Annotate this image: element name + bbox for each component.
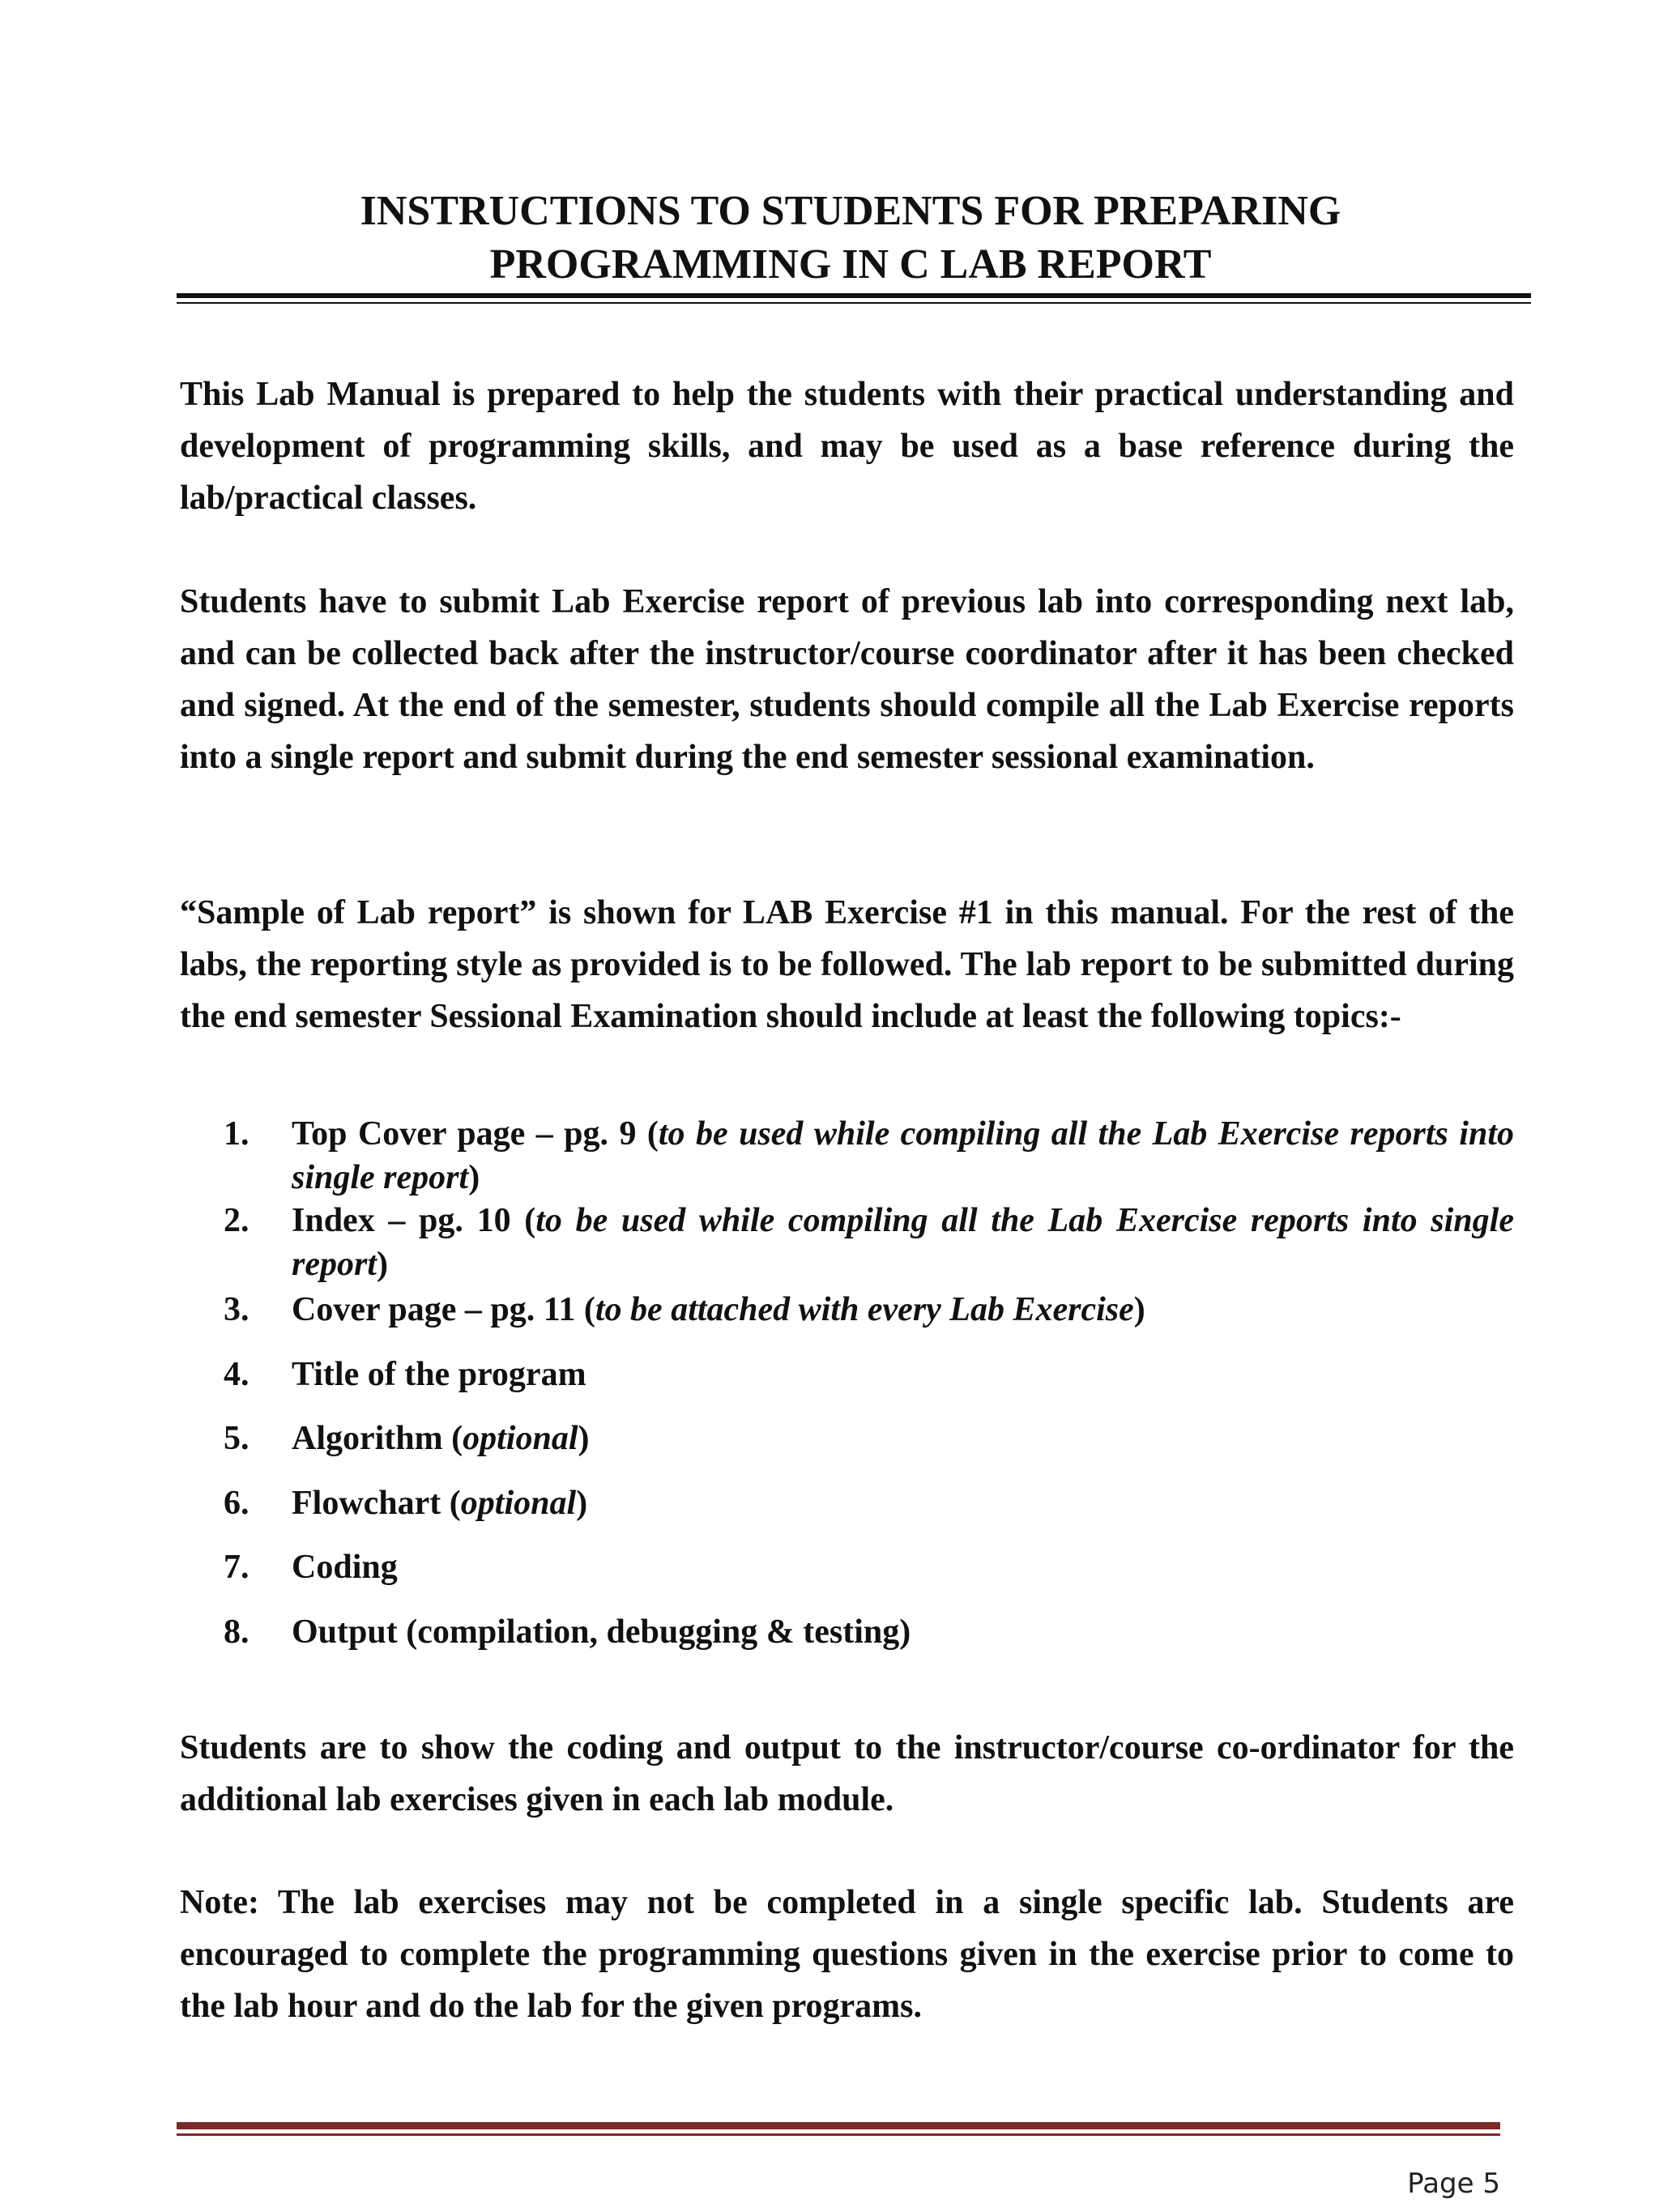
- list-text-end: ): [578, 1420, 590, 1457]
- list-text-end: ): [377, 1246, 388, 1283]
- list-italic-note: optional: [460, 1485, 577, 1522]
- list-number: 6.: [224, 1485, 249, 1522]
- intro-paragraph: This Lab Manual is prepared to help the students with their practical understanding and development of programming skills, and may be used as a base reference during the lab/practical classes.: [180, 376, 1514, 517]
- title-line-1: INSTRUCTIONS TO STUDENTS FOR PREPARING: [360, 188, 1341, 234]
- list-text: Top Cover page – pg. 9 (: [292, 1115, 659, 1153]
- list-number: 2.: [224, 1202, 249, 1239]
- list-text: Title of the program: [292, 1356, 586, 1393]
- note-paragraph: Note: The lab exercises may not be completed in a single specific lab. Students are encouraged to complete the programming questions given in the exercise prior to come to the lab hour and do the lab for the given programs.: [180, 1884, 1514, 2025]
- list-italic-note: to be attached with every Lab Exercise: [595, 1291, 1134, 1328]
- list-text-end: ): [468, 1159, 480, 1196]
- list-number: 7.: [224, 1549, 249, 1586]
- list-number: 4.: [224, 1356, 249, 1393]
- list-text: Index – pg. 10 (: [292, 1202, 536, 1239]
- sample-report-paragraph: “Sample of Lab report” is shown for LAB Exercise #1 in this manual. For the rest of the labs, the reporting style as provided is to be followed. The lab report to be submitted during the end semester Sessional Examination should include at least the following topics:-: [180, 894, 1514, 1035]
- list-italic-note: optional: [463, 1420, 578, 1457]
- title-divider-thin: [177, 302, 1531, 304]
- list-number: 1.: [224, 1115, 249, 1153]
- list-text: Algorithm (: [292, 1420, 463, 1457]
- list-text-end: ): [576, 1485, 588, 1522]
- list-italic-note: to be used while compiling all the Lab Exercise reports into single report: [292, 1115, 1515, 1196]
- list-text: Output (compilation, debugging & testing): [292, 1613, 911, 1651]
- title-line-2: PROGRAMMING IN C LAB REPORT: [489, 241, 1212, 288]
- title-divider: [177, 293, 1531, 298]
- list-text: Flowchart (: [292, 1485, 461, 1522]
- list-number: 8.: [224, 1613, 249, 1651]
- coding-output-paragraph: Students are to show the coding and output to the instructor/course co-ordinator for the additional lab exercises given in each lab module.: [180, 1729, 1514, 1818]
- list-text: Cover page – pg. 11 (: [292, 1291, 595, 1328]
- list-italic-note: to be used while compiling all the Lab Exercise reports into single report: [292, 1202, 1514, 1283]
- page-title: [170, 185, 1531, 292]
- list-number: 3.: [224, 1291, 249, 1328]
- list-text-end: ): [1133, 1291, 1145, 1328]
- list-number: 5.: [224, 1420, 249, 1457]
- submission-paragraph: Students have to submit Lab Exercise report of previous lab into corresponding next lab, and can be collected back after the instructor/course coordinator after it has been checked and signed. At the end of the semester, students should compile all the Lab Exercise reports into a single report and submit during the end semester sessional examination.: [180, 583, 1514, 776]
- footer-divider: [177, 2122, 1500, 2129]
- page-number: Page 5: [1407, 2167, 1500, 2200]
- footer-divider-thin: [177, 2133, 1500, 2136]
- list-text: Coding: [292, 1549, 398, 1586]
